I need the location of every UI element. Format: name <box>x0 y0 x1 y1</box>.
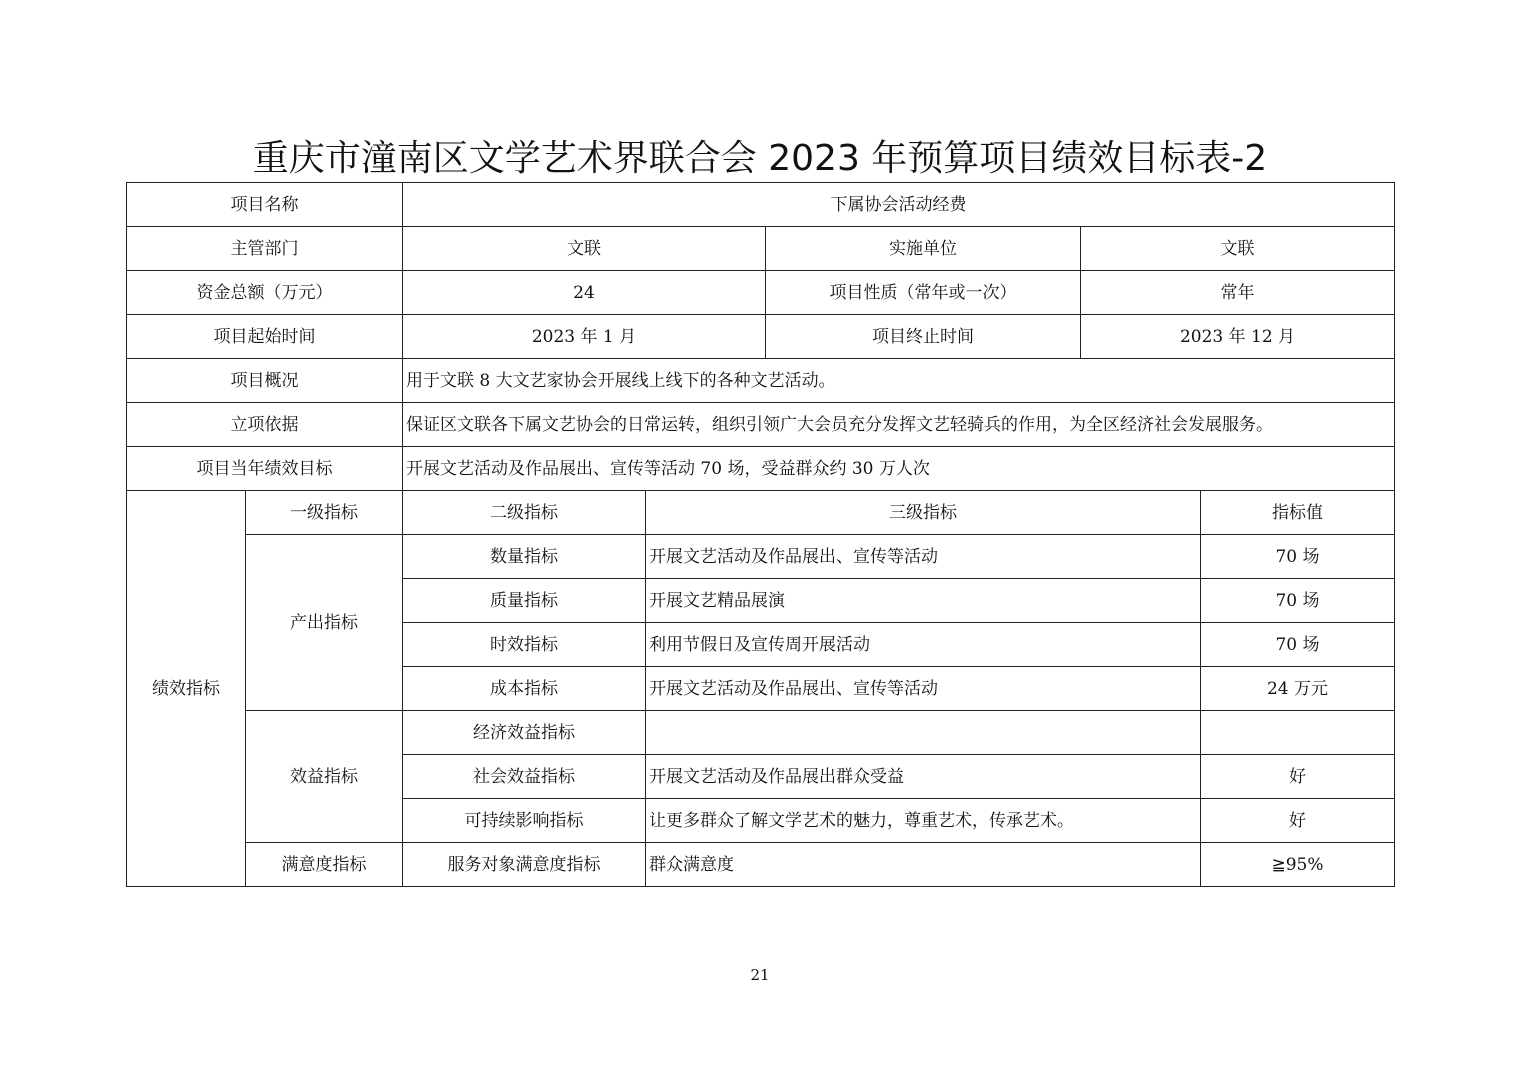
row-project-name <box>127 183 1395 227</box>
level3-cell: 群众满意度 <box>646 843 1201 887</box>
value-cell: 70 场 <box>1201 535 1395 579</box>
level2-cell: 经济效益指标 <box>403 711 646 755</box>
dept-value: 文联 <box>403 227 766 271</box>
row-indicator-header <box>127 491 1395 535</box>
nature-label: 项目性质（常年或一次） <box>766 271 1081 315</box>
nature-value: 常年 <box>1081 271 1395 315</box>
benefit-indicator-label: 效益指标 <box>246 711 403 843</box>
level2-cell: 可持续影响指标 <box>403 799 646 843</box>
start-label: 项目起始时间 <box>127 315 403 359</box>
level3-cell <box>646 711 1201 755</box>
value-cell: 70 场 <box>1201 579 1395 623</box>
col-level2-header: 二级指标 <box>403 491 646 535</box>
indicators-section-label: 绩效指标 <box>127 491 246 887</box>
row-dates <box>127 315 1395 359</box>
row-basis <box>127 403 1395 447</box>
overview-value: 用于文联 8 大文艺家协会开展线上线下的各种文艺活动。 <box>403 359 1395 403</box>
value-cell: ≧95% <box>1201 843 1395 887</box>
row-funds <box>127 271 1395 315</box>
project-name-value: 下属协会活动经费 <box>403 183 1395 227</box>
level2-cell: 社会效益指标 <box>403 755 646 799</box>
row-overview <box>127 359 1395 403</box>
value-cell <box>1201 711 1395 755</box>
goal-label: 项目当年绩效目标 <box>127 447 403 491</box>
level2-cell: 质量指标 <box>403 579 646 623</box>
dept-label: 主管部门 <box>127 227 403 271</box>
impl-unit-value: 文联 <box>1081 227 1395 271</box>
funds-label: 资金总额（万元） <box>127 271 403 315</box>
start-value: 2023 年 1 月 <box>403 315 766 359</box>
goal-value: 开展文艺活动及作品展出、宣传等活动 70 场，受益群众约 30 万人次 <box>403 447 1395 491</box>
col-level1-header: 一级指标 <box>246 491 403 535</box>
level3-cell: 开展文艺活动及作品展出群众受益 <box>646 755 1201 799</box>
overview-label: 项目概况 <box>127 359 403 403</box>
level2-cell: 服务对象满意度指标 <box>403 843 646 887</box>
level3-cell: 让更多群众了解文学艺术的魅力，尊重艺术，传承艺术。 <box>646 799 1201 843</box>
output-indicator-label: 产出指标 <box>246 535 403 711</box>
value-cell: 好 <box>1201 755 1395 799</box>
value-cell: 70 场 <box>1201 623 1395 667</box>
level3-cell: 利用节假日及宣传周开展活动 <box>646 623 1201 667</box>
basis-value: 保证区文联各下属文艺协会的日常运转，组织引领广大会员充分发挥文艺轻骑兵的作用，为全区经济社会发展服务。 <box>403 403 1395 447</box>
impl-unit-label: 实施单位 <box>766 227 1081 271</box>
level2-cell: 成本指标 <box>403 667 646 711</box>
level3-cell: 开展文艺活动及作品展出、宣传等活动 <box>646 535 1201 579</box>
level2-cell: 时效指标 <box>403 623 646 667</box>
end-label: 项目终止时间 <box>766 315 1081 359</box>
row-goal <box>127 447 1395 491</box>
level3-cell: 开展文艺活动及作品展出、宣传等活动 <box>646 667 1201 711</box>
project-name-label: 项目名称 <box>127 183 403 227</box>
value-cell: 24 万元 <box>1201 667 1395 711</box>
basis-label: 立项依据 <box>127 403 403 447</box>
end-value: 2023 年 12 月 <box>1081 315 1395 359</box>
satisfaction-indicator-label: 满意度指标 <box>246 843 403 887</box>
table-row <box>127 535 1395 579</box>
performance-target-table <box>126 182 1395 887</box>
level3-cell: 开展文艺精品展演 <box>646 579 1201 623</box>
col-level3-header: 三级指标 <box>646 491 1201 535</box>
table-row <box>127 843 1395 887</box>
page-title: 重庆市潼南区文学艺术界联合会 2023 年预算项目绩效目标表-2 <box>252 138 1268 179</box>
table-row <box>127 711 1395 755</box>
col-value-header: 指标值 <box>1201 491 1395 535</box>
row-department <box>127 227 1395 271</box>
level2-cell: 数量指标 <box>403 535 646 579</box>
funds-value: 24 <box>403 271 766 315</box>
value-cell: 好 <box>1201 799 1395 843</box>
page-number: 21 <box>750 966 770 984</box>
